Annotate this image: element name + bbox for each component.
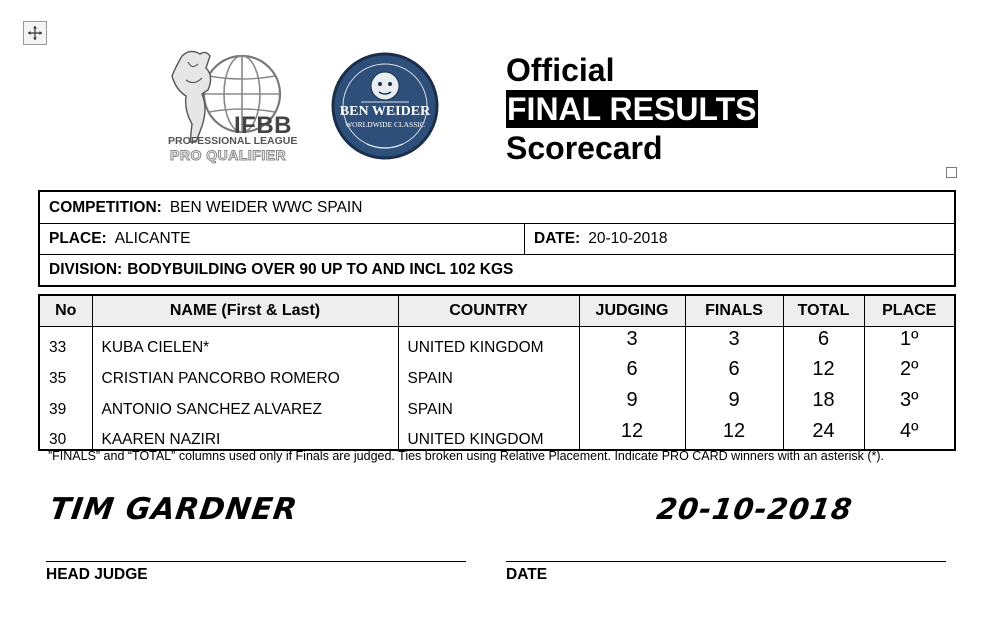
cell-no: 35 [39, 357, 92, 388]
cell-place: 1º [864, 326, 955, 357]
competition-row [40, 192, 954, 223]
results-table [38, 294, 956, 451]
cell-no: 30 [39, 419, 92, 450]
cell-finals: 9 [685, 388, 783, 419]
date-signature-line [506, 561, 946, 562]
ifbb-logo-line2: PROFESSIONAL LEAGUE [168, 135, 298, 147]
place-date-row [40, 223, 954, 254]
date-value: 20-10-2018 [588, 230, 668, 247]
cell-total: 18 [783, 388, 864, 419]
cell-finals: 3 [685, 326, 783, 357]
cell-country: SPAIN [398, 388, 579, 419]
cell-no: 33 [39, 326, 92, 357]
header-total: TOTAL [783, 295, 864, 326]
division-value: BODYBUILDING OVER 90 UP TO AND INCL 102 KGS [127, 261, 514, 278]
header-name: NAME (First & Last) [92, 295, 398, 326]
date-label: DATE: [534, 230, 581, 247]
title-scorecard: Scorecard [506, 130, 663, 166]
cell-name: KUBA CIELEN* [92, 326, 398, 357]
competition-value: BEN WEIDER WWC SPAIN [169, 198, 363, 216]
cell-country: UNITED KINGDOM [398, 419, 579, 450]
place-value: ALICANTE [114, 230, 191, 247]
cell-total: 12 [783, 357, 864, 388]
ifbb-logo-main-text: IFBB [234, 112, 292, 139]
ben-weider-logo-subtitle: WORLDWIDE CLASSIC [345, 120, 425, 129]
title-final-results: FINAL RESULTS [507, 91, 757, 127]
table-row [39, 326, 955, 357]
division-label: DIVISION: [49, 261, 123, 278]
title-official: Official [506, 52, 615, 88]
move-handle-icon[interactable] [23, 21, 47, 45]
cell-judging: 9 [579, 388, 685, 419]
results-header-row [39, 295, 955, 326]
cell-country: SPAIN [398, 357, 579, 388]
cell-place: 2º [864, 357, 955, 388]
head-judge-label: HEAD JUDGE [46, 566, 148, 583]
cell-total: 6 [783, 326, 864, 357]
division-row [40, 254, 954, 285]
competition-info-table [38, 190, 956, 287]
table-row [39, 419, 955, 450]
place-label: PLACE: [49, 230, 107, 247]
cell-judging: 6 [579, 357, 685, 388]
table-row [39, 357, 955, 388]
cell-name: CRISTIAN PANCORBO ROMERO [92, 357, 398, 388]
header-no: No [39, 295, 92, 326]
cell-finals: 12 [685, 419, 783, 450]
cell-total: 24 [783, 419, 864, 450]
scorecard-title [506, 50, 758, 168]
cell-place: 4º [864, 419, 955, 450]
date-signature-label: DATE [506, 566, 548, 583]
cell-judging: 3 [579, 326, 685, 357]
cell-name: ANTONIO SANCHEZ ALVAREZ [92, 388, 398, 419]
signature-date: 20-10-2018 [654, 492, 855, 526]
header-country: COUNTRY [398, 295, 579, 326]
head-judge-signature: TIM GARDNER [47, 492, 300, 527]
ifbb-pro-league-logo [162, 46, 310, 166]
cell-finals: 6 [685, 357, 783, 388]
header-place: PLACE [864, 295, 955, 326]
cell-no: 39 [39, 388, 92, 419]
ifbb-logo-line3: PRO QUALIFIER [170, 147, 287, 163]
head-judge-signature-line [46, 561, 466, 562]
table-row [39, 388, 955, 419]
cell-name: KAAREN NAZIRI [92, 419, 398, 450]
competition-label: COMPETITION: [49, 198, 162, 216]
ben-weider-classic-logo [331, 52, 439, 160]
ben-weider-logo-name: BEN WEIDER [339, 104, 431, 119]
header-finals: FINALS [685, 295, 783, 326]
cell-place: 3º [864, 388, 955, 419]
header-judging: JUDGING [579, 295, 685, 326]
resize-handle-icon[interactable] [946, 167, 957, 178]
cell-country: UNITED KINGDOM [398, 326, 579, 357]
table-footnote: ”FINALS” and “TOTAL” columns used only if Finals are judged. Ties broken using Relative Placement. Indicate PRO CARD winners with an asterisk (*). [48, 449, 884, 463]
cell-judging: 12 [579, 419, 685, 450]
